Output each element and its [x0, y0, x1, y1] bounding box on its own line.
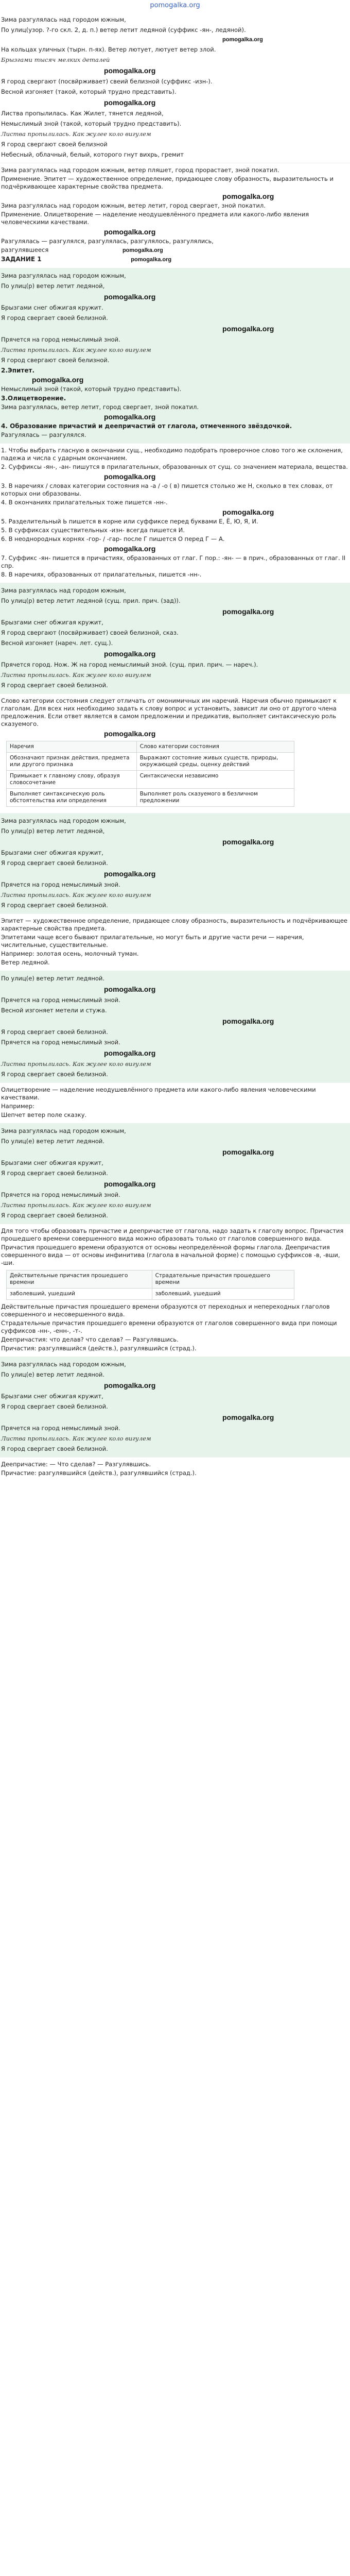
watermark: pomogalka.org [104, 293, 156, 301]
poem-line: По улиц(р) ветер летит ледяной (сущ. прил. прич. (зад)). [1, 597, 181, 604]
exercise-block-6-text [0, 913, 350, 971]
paragraph: Например: золотая осень, молочный туман. [1, 950, 139, 957]
word: разгулявшееся [1, 246, 49, 253]
participle-table [6, 1270, 294, 1300]
exercise-block-7-text [0, 1082, 350, 1123]
poem-line: Листва пропылилась. Как Жилет, тянется ледяной, [1, 110, 164, 117]
watermark: pomogalka.org [104, 1381, 156, 1389]
poem-line: Листва пропылилась. Как жулее коло вигулем [1, 891, 151, 899]
poem-line: Брызгами снег обжигая кружит, [1, 1393, 103, 1400]
paragraph: Зима разгулялась, ветер летит, город свергает, зной покатил. [1, 403, 199, 411]
poem-line: Я город свергает своей белизной. [1, 1071, 108, 1078]
poem-line: Я город свергает своей белизной. [1, 314, 108, 321]
poem-line: Я город свергают своей белизной. [1, 357, 110, 364]
poem-line: Прячется на город немыслимый зной. [1, 881, 120, 888]
watermark: pomogalka.org [104, 98, 156, 107]
rule: 4. В окончаниях прилагательных тоже пишется -нн-. [1, 499, 168, 506]
poem-line: По улиц(узор. ?-го скл. 2, д. п.) ветер летит ледяной (суффикс -ян-, ледяной). [1, 26, 246, 33]
table-cell: Выполняет роль сказуемого в безличном предложении [136, 789, 294, 807]
exercise-block-4 [0, 443, 350, 583]
poem-line: Брызгами снег обжигая кружит. [1, 304, 103, 311]
rule: 3. В наречиях / словах категории состояния на -а / -о ( в) пишется столько же Н, сколько в тех словах, от которых они образованы. [1, 482, 333, 497]
paragraph: Например: [1, 1103, 34, 1110]
exercise-block-6 [0, 813, 350, 913]
comparison-table [6, 741, 294, 807]
rule: 8. В наречиях, образованных от прилагательных, пишется -нн-. [1, 571, 202, 578]
exercise-block-3 [0, 268, 350, 443]
poem-line: Листва пропылилась. Как жулее коло вигулем [1, 1435, 151, 1442]
watermark: pomogalka.org [222, 838, 274, 846]
watermark: pomogalka.org [104, 1049, 156, 1057]
section-heading: 4. Образование причастий и деепричастий от глагола, отмеченного звёздочкой. [1, 422, 292, 430]
paragraph: Причастие: разгулявшийся (действ.), разгулявшийся (страд.). [1, 1469, 197, 1477]
paragraph: Деепричастия: что делав? что сделав? — Разгулявшись. [1, 1336, 179, 1343]
exercise-block-9-text [0, 1457, 350, 1481]
poem-line: Брызгами снег обжигая кружит, [1, 1159, 103, 1166]
paragraph: Ветер ледяной. [1, 959, 50, 966]
poem-line: Немыслимый зной (такой, который трудно представить). [1, 120, 182, 127]
poem-line: Я город свергает своей белизной. [1, 859, 108, 867]
poem-line: Я город свергает своей белизной. [1, 1170, 108, 1177]
poem-line: Прячется на город немыслимый зной. [1, 336, 120, 343]
exercise-block-9 [0, 1357, 350, 1457]
paragraph: Шепчет ветер поле сказку. [1, 1111, 87, 1118]
poem-line: Прячется на город немыслимый зной. [1, 1191, 120, 1198]
poem-line: Прячется на город немыслимый зной. [1, 1425, 120, 1432]
table-cell: Обозначают признак действия, предмета или другого признака [7, 753, 137, 771]
table-header: Страдательные причастия прошедшего времени [152, 1270, 294, 1289]
table-row [7, 1289, 294, 1300]
rule: 7. Суффикс -ян- пишется в причастиях, образованных от глаг. Г пор.: -ян- — в прич., образованных от глаг. II спр. [1, 554, 346, 569]
watermark: pomogalka.org [104, 228, 156, 236]
content-column [0, 12, 350, 1481]
paragraph: Страдательные причастия прошедшего времени образуются от глаголов совершенного вида при помощи суффиксов -нн-, -енн-, -т-. [1, 1319, 337, 1334]
watermark: pomogalka.org [104, 650, 156, 658]
poem-line: Небесный, облачный, белый, которого гнут вихрь, гремит [1, 151, 184, 158]
exercise-block-8-text [0, 1224, 350, 1357]
table-row [7, 771, 294, 789]
paragraph: Разгулялась — разгулялся. [1, 431, 86, 438]
section-heading: 2.Эпитет. [1, 367, 35, 374]
paragraph: Эпитетами чаще всего бывают прилагательные, но могут быть и другие части речи — наречия, числительные, существительные. [1, 934, 304, 948]
paragraph: Зима разгулялась над городом южным, ветер пляшет, город прорастает, зной покатил. [1, 166, 279, 174]
watermark: pomogalka.org [104, 1180, 156, 1188]
poem-line: Брызгами снег обжигая кружит, [1, 849, 103, 856]
table-row [7, 753, 294, 771]
poem-line: Зима разгулялась над городом южным, [1, 1361, 126, 1368]
paragraph: Причастия прошедшего времени образуются от основы неопределённой формы глагола. Деепричастия совершенного вида — от основы инфинитива (глагола в начальной форме) с помощью суффиксов -в, -вши, -ши. [1, 1244, 340, 1266]
table-cell: Синтаксически независимо [136, 771, 294, 789]
paragraph: Деепричастие: — Что сделав? — Разгулявшись. [1, 1461, 151, 1468]
poem-line: Я город свергает своей белизной. [1, 1445, 108, 1452]
paragraph: Слово категории состояния следует отличать от омонимичных им наречий. Наречия обычно примыкают к глаголам. Для всех них необходимо задать к слову вопрос и установить, зависит ли оно от другого члена предложения. Если ответ является в самом предложении и предикатив, выполняет синтаксическую роль сказуемого. [1, 697, 337, 727]
rule: 5. В суффиксах существительных -изн- всегда пишется И. [1, 527, 185, 534]
paragraph: Разгулялась — разгулялся, разгулялась, разгулялось, разгулялись, [1, 238, 214, 245]
poem-line: Прячется город. Нож. Ж на город немыслимый зной. (сущ. прил. прич. — нареч.). [1, 661, 258, 668]
paragraph: Зима разгулялась над городом южным, ветер летит, город свергает, зной покатил. [1, 202, 266, 209]
paragraph: Причастия: разгулявшийся (действ.), разгулявшийся (страд.). [1, 1345, 197, 1352]
watermark: pomogalka.org [222, 192, 274, 200]
poem-line: Брызгами тысяч мелких деталей [1, 56, 110, 63]
watermark: pomogalka.org [32, 376, 84, 384]
poem-line: Зима разгулялась над городом южным, [1, 16, 126, 23]
table-cell: заболевший, ушедший [7, 1289, 152, 1300]
table-cell: Выполняет синтаксическую роль обстоятельства или определения [7, 789, 137, 807]
table-cell: заболевший, ушедший [152, 1289, 294, 1300]
poem-line: По улиц(р) ветер летит ледяной, [1, 282, 105, 290]
poem-line: Зима разгулялась над городом южным, [1, 587, 126, 594]
poem-line: По улиц(р) ветер летит ледяной, [1, 827, 105, 835]
poem-line: Я город свергает своей белизной. [1, 1403, 108, 1410]
watermark: pomogalka.org [104, 870, 156, 878]
paragraph: Применение. Эпитет — художественное определение, придающее слову образность, выразительность и подчёркивающее характерные свойства предмета. [1, 175, 334, 190]
poem-line: Я город свергает своей белизной. [1, 902, 108, 909]
section-heading: ЗАДАНИЕ 1 [1, 256, 42, 263]
poem-line: На кольцах уличных (тырн. п-ях). Ветер лютует, лютует ветер злой. [1, 46, 216, 53]
poem-line: Листва пропылилась. Как жулее коло вигулем [1, 346, 151, 353]
poem-line: Зима разгулялась над городом южным, [1, 817, 126, 824]
watermark: pomogalka.org [104, 413, 156, 421]
watermark: pomogalka.org [222, 325, 274, 333]
poem-line: Я город свергают (посвйрживает) свеий белизной (суффикс -изн-). [1, 78, 213, 85]
table-header-row [7, 741, 294, 753]
paragraph: Для того чтобы образовать причастие и деепричастие от глагола, надо задать к глаголу вопрос. Причастия прошедшего времени совершенного вида можно образовать только от глаголов совершенного вида. [1, 1227, 344, 1242]
watermark: pomogalka.org [131, 257, 172, 263]
watermark: pomogalka.org [104, 545, 156, 553]
poem-line: Я город свергает своей белизной. [1, 682, 108, 689]
paragraph [1, 256, 349, 264]
poem-line: Листва пропылилась. Как жулее коло вигулем [1, 1060, 151, 1067]
watermark: pomogalka.org [104, 730, 156, 738]
watermark: pomogalka.org [222, 607, 274, 616]
watermark: pomogalka.org [122, 247, 163, 253]
poem-line: Я город свергают (посвйрживает) своей белизной, сказ. [1, 629, 179, 636]
exercise-block-5 [0, 583, 350, 693]
watermark: pomogalka.org [222, 508, 274, 516]
site-header [0, 0, 350, 11]
exercise-block-8 [0, 1123, 350, 1224]
table-header-row [7, 1270, 294, 1289]
poem-line: Я город свергает своей белизной. [1, 1028, 108, 1036]
table-row [7, 789, 294, 807]
watermark: pomogalka.org [222, 1413, 274, 1421]
table-header: Слово категории состояния [136, 741, 294, 753]
poem-line: Я город свергают своей белизной [1, 141, 108, 148]
watermark: pomogalka.org [104, 66, 156, 75]
watermark: pomogalka.org [104, 472, 156, 481]
poem-line: Зима разгулялась над городом южным, [1, 1127, 126, 1134]
poem-line: Весной изгоняет (нареч. лет. сущ.). [1, 639, 113, 647]
poem-line: Зима разгулялась над городом южным, [1, 272, 126, 279]
exercise-block-2 [0, 163, 350, 268]
paragraph: Действительные причастия прошедшего времени образуются от переходных и непереходных глаголов совершенного и несовершенного вида. [1, 1303, 330, 1318]
poem-line: Весной изгоняет (такой, который трудно представить). [1, 88, 177, 95]
poem-line: Весной изгоняет метели и стужа. [1, 1007, 107, 1014]
table-header: Наречия [7, 741, 137, 753]
paragraph: Эпитет — художественное определение, придающее слову образность, выразительность и подчёркивающее характерные свойства предмета. [1, 917, 348, 932]
paragraph: Применение. Олицетворение — наделение неодушевлённого предмета или какого-либо явления человеческими качествами. [1, 211, 309, 226]
poem-line: Я город свергает своей белизной. [1, 1212, 108, 1219]
section-heading: 3.Олицетворение. [1, 395, 66, 402]
poem-line: По улиц(е) ветер летит ледяной. [1, 975, 105, 982]
rule: 2. Суффиксы -ян-, -ан- пишутся в прилагательных, образованных от сущ. со значением материала, вещества. [1, 463, 348, 470]
exercise-block-5-text [0, 693, 350, 813]
paragraph: Олицетворение — наделение неодушевлённого предмета или какого-либо явления человеческими качествами. [1, 1086, 316, 1101]
table-cell: Примыкает к главному слову, образуя словосочетание [7, 771, 137, 789]
rule: 1. Чтобы выбрать гласную в окончании сущ., необходимо подобрать проверочное слово того же склонения, падежа и числа с ударным окончанием. [1, 447, 343, 462]
table-cell: Выражают состояние живых существ, природы, окружающей среды, оценку действий [136, 753, 294, 771]
rule: 6. В неоднородных корнях -гор- / -гар- после Г пишется О перед Г — А. [1, 535, 225, 543]
table-header: Действительные причастия прошедшего времени [7, 1270, 152, 1289]
watermark: pomogalka.org [104, 985, 156, 993]
watermark: pomogalka.org [222, 1017, 274, 1025]
paragraph: Немыслимый зной (такой, который трудно представить). [1, 385, 182, 393]
poem-line: По улиц(е) ветер летит ледяной. [1, 1138, 105, 1145]
poem-line: Прячется на город немыслимый зной. [1, 1039, 120, 1046]
exercise-block-7 [0, 971, 350, 1082]
poem-line: Прячется на город немыслимый зной. [1, 996, 120, 1004]
poem-line: Листва пропылилась. Как жулее коло вигулем [1, 671, 151, 679]
poem-line: По улиц(е) ветер летит ледяной. [1, 1371, 105, 1378]
site-link[interactable]: pomogalka.org [150, 2, 200, 9]
watermark: pomogalka.org [222, 1148, 274, 1156]
paragraph [1, 246, 349, 255]
exercise-block-1 [0, 12, 350, 163]
poem-line: Листва пропылилась. Как жулее коло вигулем [1, 130, 151, 138]
watermark: pomogalka.org [222, 37, 263, 43]
poem-line: Листва пропылилась. Как жулее коло вигулем [1, 1201, 151, 1209]
rule: 5. Разделительный Ь пишется в корне или суффиксе перед буквами Е, Ё, Ю, Я, И. [1, 518, 258, 525]
poem-line: Брызгами снег обжигая кружит, [1, 619, 103, 626]
